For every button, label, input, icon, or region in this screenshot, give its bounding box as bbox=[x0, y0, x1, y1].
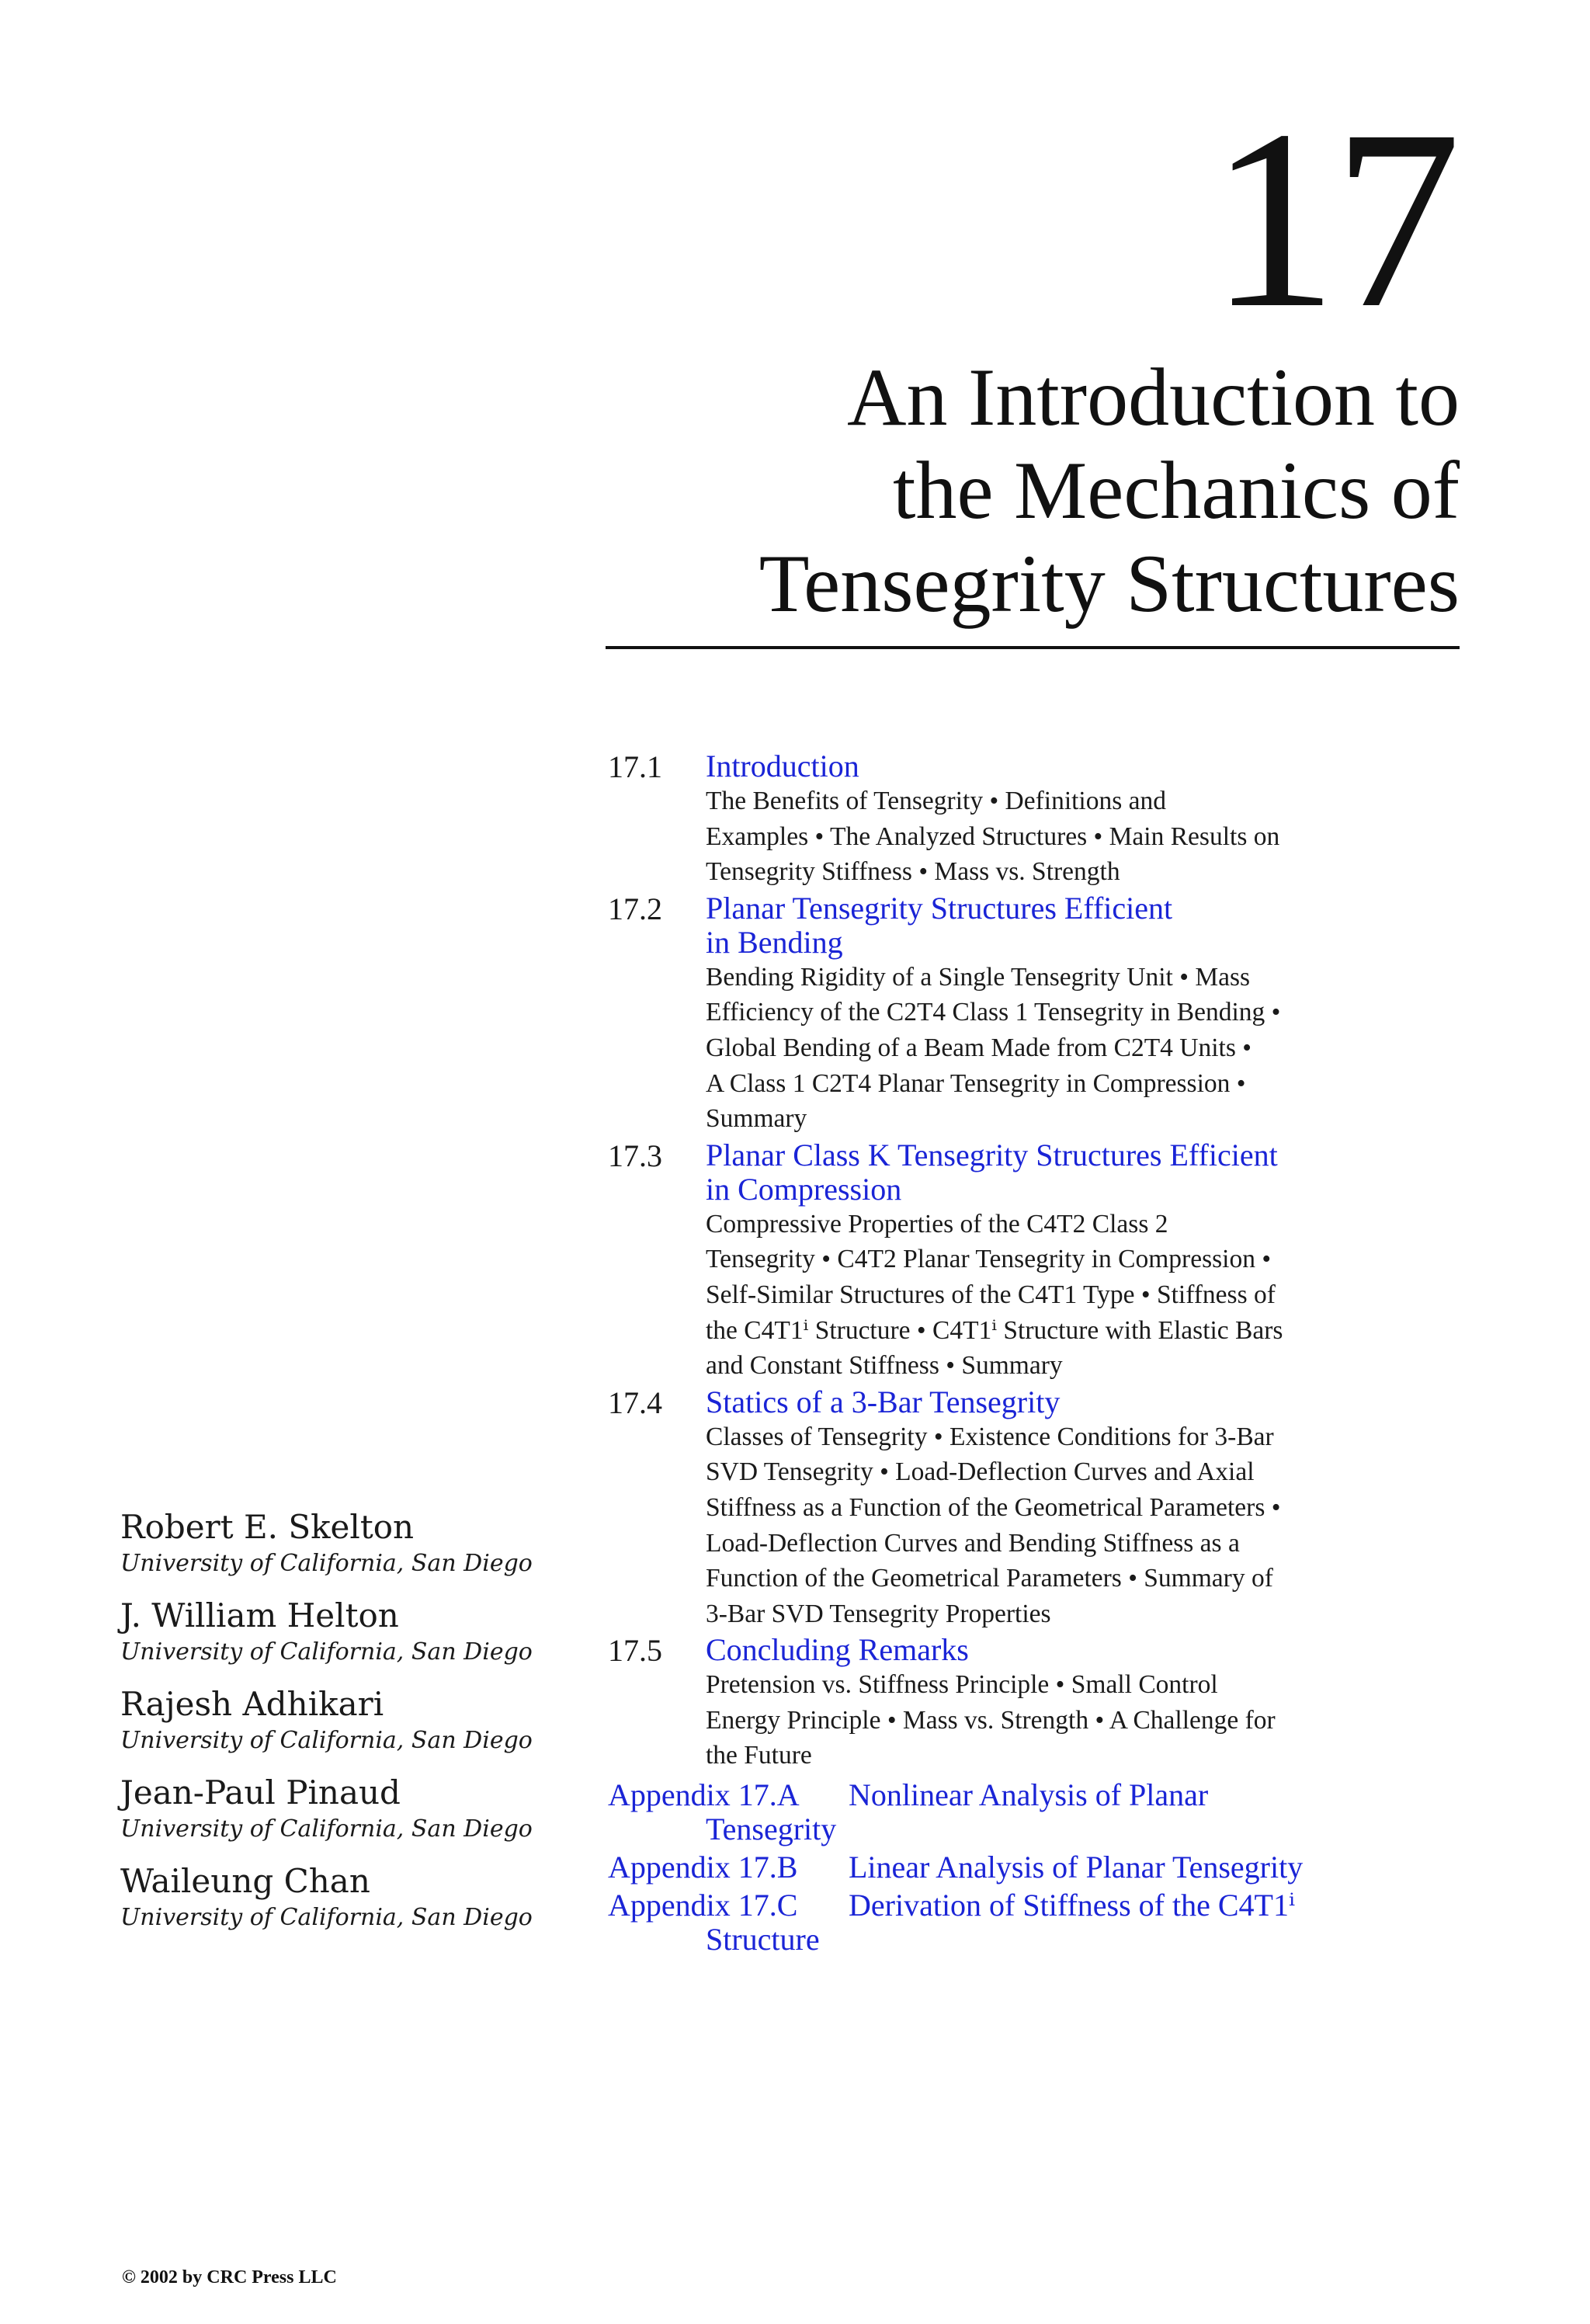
appendix-label[interactable]: Appendix 17.C bbox=[608, 1888, 798, 1923]
copyright-notice: © 2002 by CRC Press LLC bbox=[122, 2267, 337, 2288]
section-description bbox=[706, 1207, 1366, 1384]
author-entry bbox=[120, 1860, 555, 1933]
author-name: Jean-Paul Pinaud bbox=[120, 1773, 401, 1812]
section-title-link[interactable] bbox=[706, 1138, 1462, 1207]
chapter-title-line: An Introduction to bbox=[847, 352, 1460, 443]
description-line: Energy Principle • Mass vs. Strength • A Challenge for bbox=[706, 1705, 1276, 1735]
chapter-title-line: the Mechanics of bbox=[893, 445, 1460, 536]
description-line: Self-Similar Structures of the C4T1 Type • Stiffness of bbox=[706, 1280, 1276, 1309]
description-line: The Benefits of Tensegrity • Definitions and bbox=[706, 787, 1167, 815]
author-name: Robert E. Skelton bbox=[120, 1508, 415, 1546]
title-rule bbox=[606, 646, 1460, 649]
description-line: Examples • The Analyzed Structures • Main Results on bbox=[706, 822, 1280, 851]
section-number: 17.4 bbox=[608, 1384, 662, 1420]
toc-section-17-3 bbox=[608, 1138, 1462, 1384]
description-line: Compressive Properties of the C4T2 Class 2 bbox=[706, 1209, 1168, 1238]
description-line: Function of the Geometrical Parameters • Summary of bbox=[706, 1564, 1273, 1593]
appendix-title[interactable]: Nonlinear Analysis of Planar bbox=[849, 1777, 1209, 1813]
description-line: Tensegrity • C4T2 Planar Tensegrity in Compression • bbox=[706, 1245, 1272, 1274]
section-description bbox=[706, 783, 1366, 890]
author-entry bbox=[120, 1595, 555, 1668]
author-affiliation: University of California, San Diego bbox=[120, 1727, 533, 1754]
appendix-title[interactable]: Derivation of Stiffness of the C4T1ⁱ bbox=[849, 1888, 1295, 1923]
appendix-title-wrap[interactable]: Structure bbox=[706, 1922, 820, 1958]
appendix-label[interactable]: Appendix 17.B bbox=[608, 1850, 798, 1885]
description-line: Pretension vs. Stiffness Principle • Small Control bbox=[706, 1670, 1218, 1700]
author-name: Rajesh Adhikari bbox=[120, 1685, 384, 1723]
toc-appendix-17-a[interactable] bbox=[608, 1778, 1462, 1846]
author-affiliation: University of California, San Diego bbox=[120, 1904, 533, 1931]
author-affiliation: University of California, San Diego bbox=[120, 1638, 533, 1666]
section-title-link[interactable]: Concluding Remarks bbox=[706, 1632, 969, 1668]
toc-section-17-2 bbox=[608, 891, 1462, 1137]
section-number: 17.2 bbox=[608, 891, 662, 926]
section-description bbox=[706, 1419, 1366, 1632]
toc-section-17-1 bbox=[608, 749, 1462, 890]
description-line: Summary bbox=[706, 1104, 807, 1134]
section-title-line[interactable]: Planar Tensegrity Structures Efficient bbox=[706, 890, 1173, 926]
author-entry bbox=[120, 1506, 555, 1579]
appendix-title-wrap[interactable]: Tensegrity bbox=[706, 1812, 837, 1847]
author-affiliation: University of California, San Diego bbox=[120, 1550, 533, 1577]
section-number: 17.5 bbox=[608, 1633, 662, 1669]
description-line: the C4T1ⁱ Structure • C4T1ⁱ Structure with Elastic Bars bbox=[706, 1315, 1283, 1345]
section-description bbox=[706, 1667, 1366, 1773]
section-description bbox=[706, 960, 1366, 1137]
description-line: Bending Rigidity of a Single Tensegrity Unit • Mass bbox=[706, 962, 1251, 992]
author-entry bbox=[120, 1683, 555, 1756]
section-title-line[interactable]: in Bending bbox=[706, 924, 843, 960]
author-list bbox=[120, 1506, 555, 1949]
toc-section-17-5 bbox=[608, 1633, 1462, 1773]
appendix-label[interactable]: Appendix 17.A bbox=[608, 1777, 800, 1813]
description-line: Efficiency of the C2T4 Class 1 Tensegrity in Bending • bbox=[706, 998, 1281, 1027]
section-title-link[interactable] bbox=[706, 891, 1462, 960]
chapter-number: 17 bbox=[1210, 78, 1456, 361]
section-number: 17.1 bbox=[608, 749, 662, 784]
author-name: Waileung Chan bbox=[120, 1862, 370, 1900]
toc-appendix-17-b[interactable] bbox=[608, 1850, 1462, 1885]
description-line: Classes of Tensegrity • Existence Conditions for 3-Bar bbox=[706, 1422, 1274, 1451]
chapter-title bbox=[450, 351, 1460, 631]
section-title-line[interactable]: in Compression bbox=[706, 1171, 902, 1207]
description-line: and Constant Stiffness • Summary bbox=[706, 1351, 1063, 1381]
description-line: A Class 1 C2T4 Planar Tensegrity in Compression • bbox=[706, 1068, 1246, 1098]
section-title-link[interactable]: Introduction bbox=[706, 749, 859, 783]
description-line: Stiffness as a Function of the Geometrical Parameters • bbox=[706, 1492, 1281, 1522]
appendix-title[interactable]: Linear Analysis of Planar Tensegrity bbox=[849, 1850, 1304, 1885]
description-line: 3-Bar SVD Tensegrity Properties bbox=[706, 1599, 1051, 1628]
author-entry bbox=[120, 1772, 555, 1845]
toc-section-17-4 bbox=[608, 1385, 1462, 1632]
chapter-title-line: Tensegrity Structures bbox=[759, 538, 1460, 629]
description-line: Global Bending of a Beam Made from C2T4 Units • bbox=[706, 1033, 1252, 1062]
description-line: Tensegrity Stiffness • Mass vs. Strength bbox=[706, 857, 1120, 887]
author-affiliation: University of California, San Diego bbox=[120, 1815, 533, 1843]
description-line: SVD Tensegrity • Load-Deflection Curves and Axial bbox=[706, 1457, 1255, 1487]
section-number: 17.3 bbox=[608, 1138, 662, 1173]
description-line: the Future bbox=[706, 1741, 812, 1770]
table-of-contents bbox=[608, 749, 1462, 1957]
section-title-link[interactable]: Statics of a 3-Bar Tensegrity bbox=[706, 1384, 1061, 1419]
description-line: Load-Deflection Curves and Bending Stiffness as a bbox=[706, 1528, 1240, 1558]
author-name: J. William Helton bbox=[120, 1596, 399, 1634]
toc-appendix-17-c[interactable] bbox=[608, 1888, 1462, 1957]
section-title-line[interactable]: Planar Class K Tensegrity Structures Efficient bbox=[706, 1137, 1278, 1172]
